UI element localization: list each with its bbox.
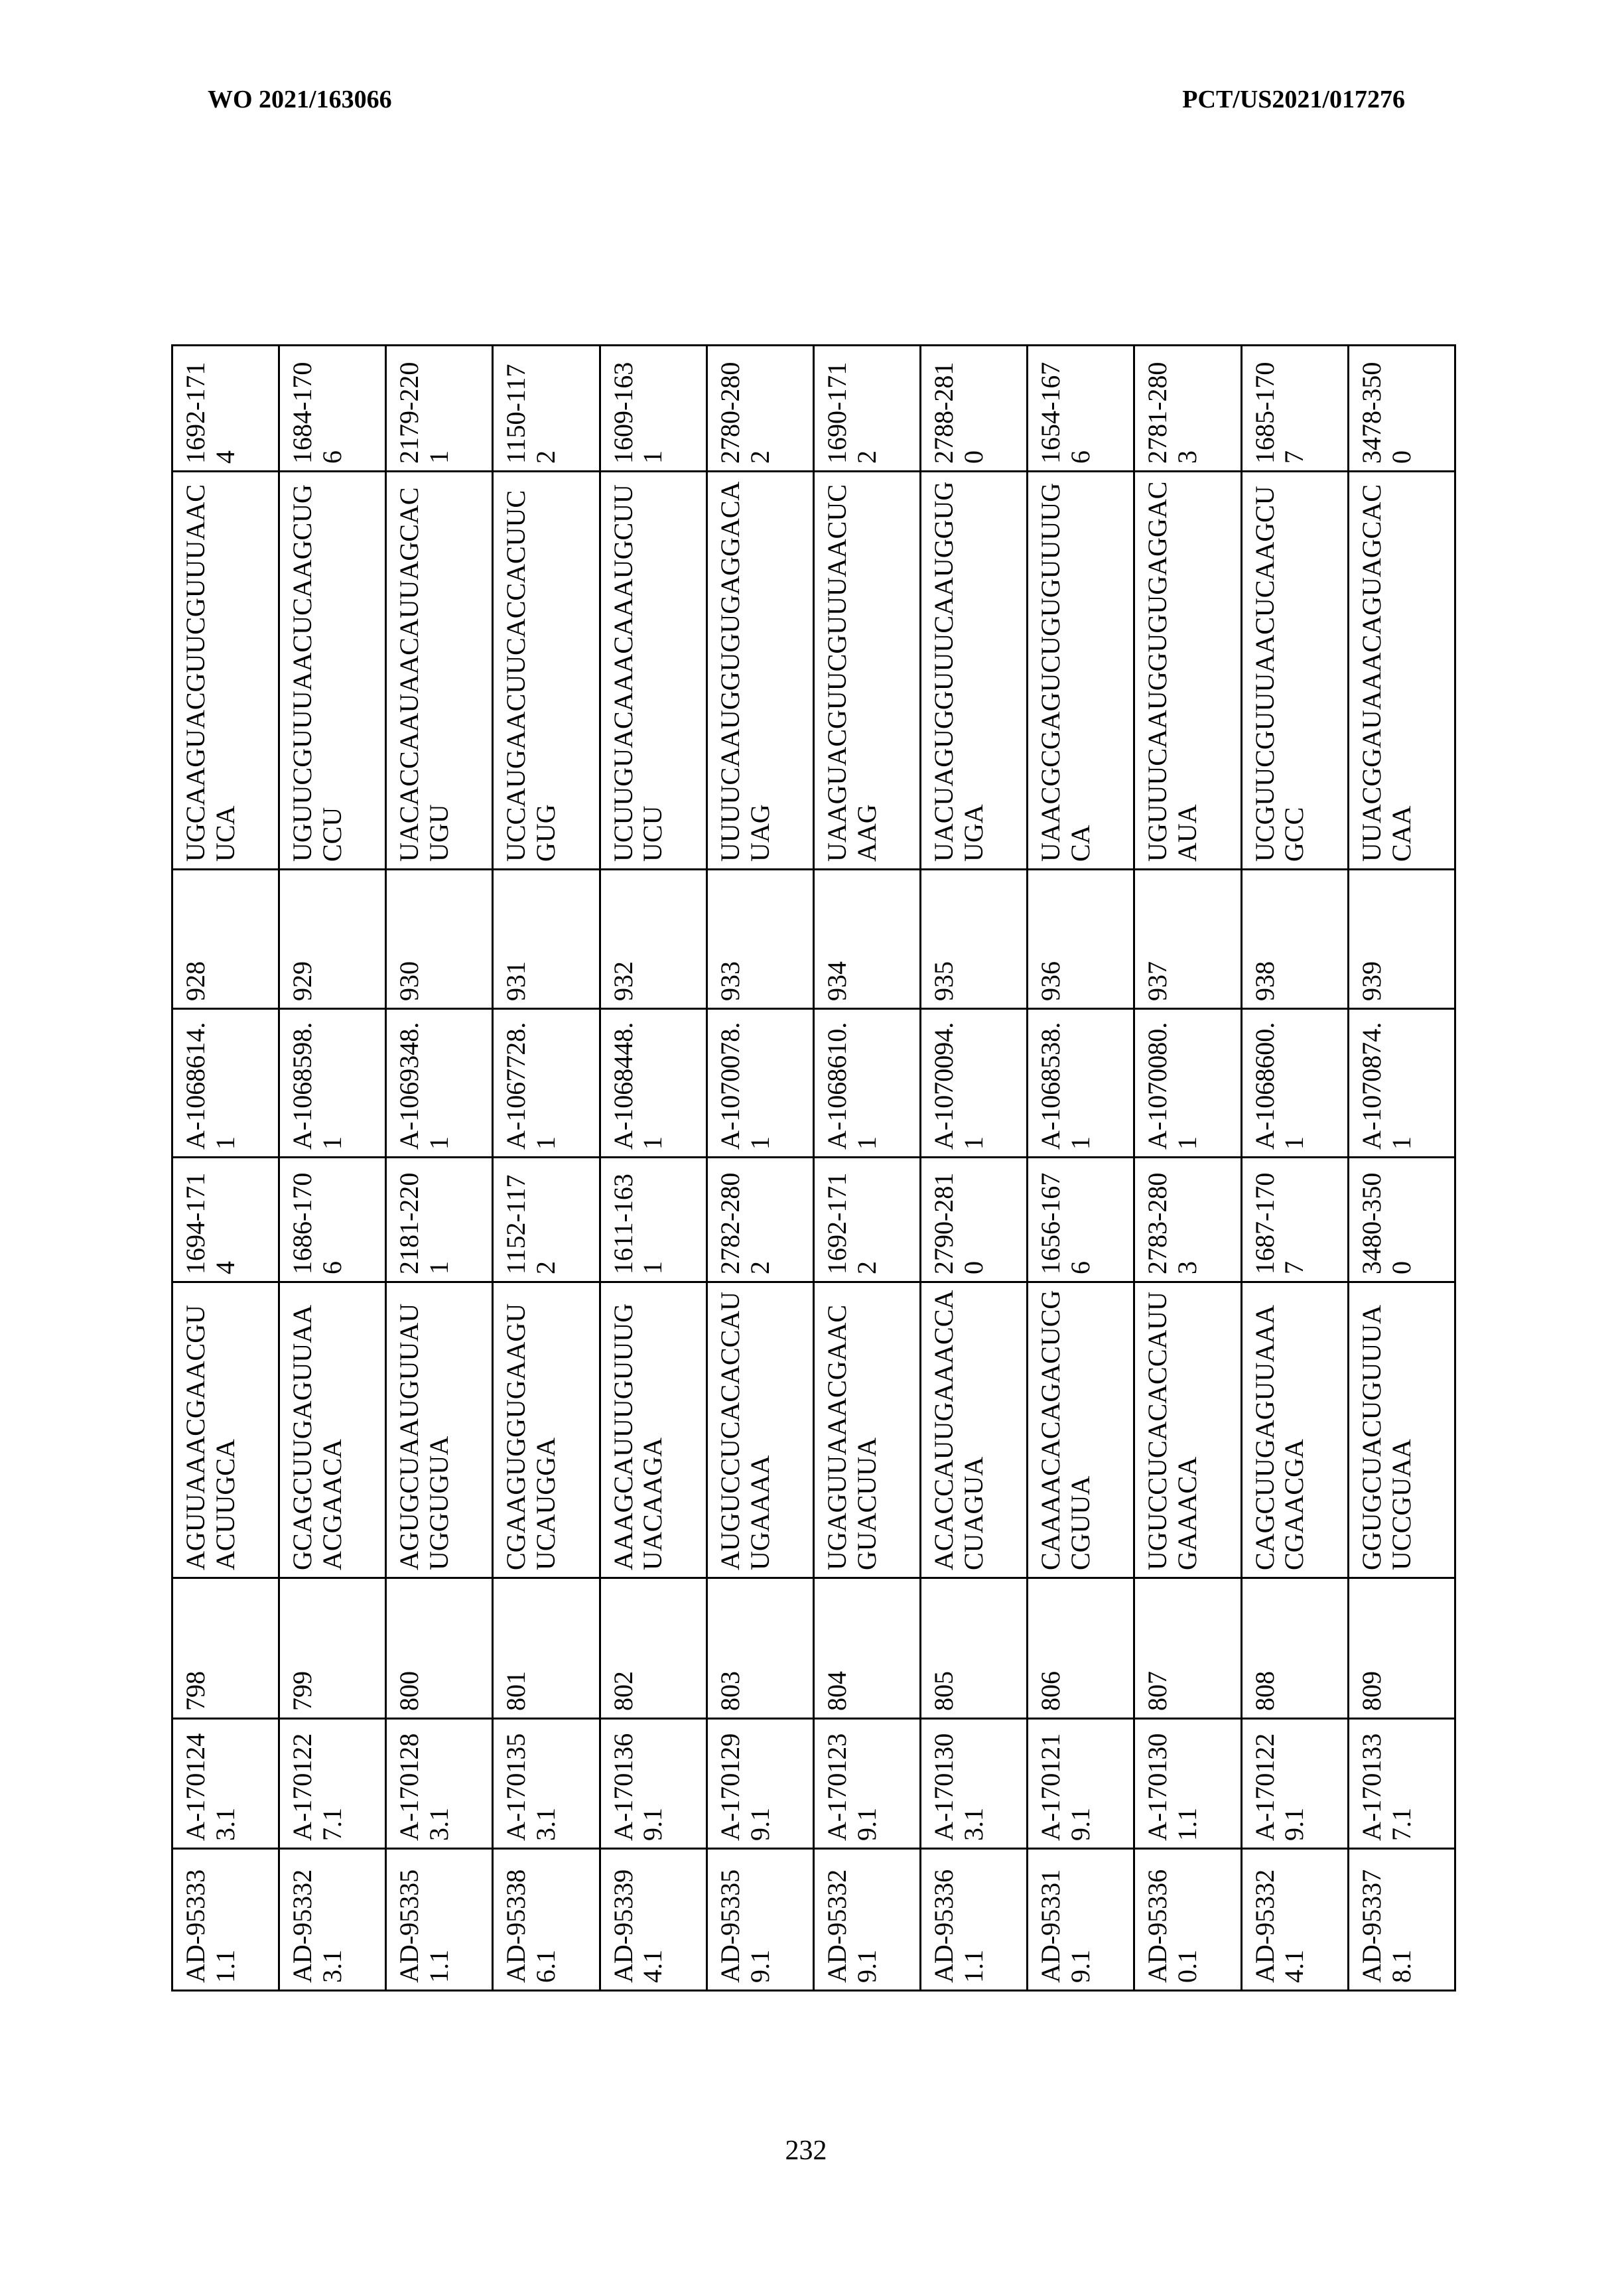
sense-range-cell: 1656-1676 xyxy=(1028,1158,1134,1282)
sense-oligo-id-cell: A-1701303.1 xyxy=(921,1719,1028,1849)
antisense-range-cell: 1690-1712 xyxy=(813,346,920,472)
sense-range-cell: 2790-2810 xyxy=(921,1158,1028,1282)
sense-seq-id-cell: 802 xyxy=(600,1578,706,1719)
antisense-oligo-id-cell: A-1070080.1 xyxy=(1134,1009,1241,1158)
sense-sequence-cell: GCAGCUUGAGUUAAACGAACA xyxy=(279,1282,386,1578)
sense-seq-id-cell: 808 xyxy=(1241,1578,1348,1719)
sense-seq-id-cell: 807 xyxy=(1134,1578,1241,1719)
sense-seq-id-cell: 800 xyxy=(386,1578,493,1719)
sense-range-cell: 1687-1707 xyxy=(1241,1158,1348,1282)
antisense-oligo-id-cell: A-1068538.1 xyxy=(1028,1009,1134,1158)
sense-seq-id-cell: 804 xyxy=(813,1578,920,1719)
antisense-oligo-id-cell: A-1068448.1 xyxy=(600,1009,706,1158)
table-row xyxy=(172,346,279,1991)
antisense-oligo-id-cell: A-1068610.1 xyxy=(813,1009,920,1158)
table-row xyxy=(1134,346,1241,1991)
sense-seq-id-cell: 798 xyxy=(172,1578,279,1719)
antisense-seq-id-cell: 931 xyxy=(493,870,600,1009)
antisense-range-cell: 2780-2802 xyxy=(706,346,813,472)
duplex-id-cell: AD-953324.1 xyxy=(1241,1849,1348,1991)
sense-oligo-id-cell: A-1701283.1 xyxy=(386,1719,493,1849)
antisense-range-cell: 1692-1714 xyxy=(172,346,279,472)
antisense-seq-id-cell: 935 xyxy=(921,870,1028,1009)
antisense-sequence-cell: UGCAAGUACGUUCGUUUAACUCA xyxy=(172,472,279,870)
sense-range-cell: 1694-1714 xyxy=(172,1158,279,1282)
sense-sequence-cell: AUGUCCUCACACCAUUGAAAA xyxy=(706,1282,813,1578)
table-row xyxy=(1241,346,1348,1991)
sense-seq-id-cell: 809 xyxy=(1348,1578,1455,1719)
table-row xyxy=(493,346,600,1991)
duplex-id-cell: AD-953361.1 xyxy=(921,1849,1028,1991)
sense-sequence-cell: UGAGUUAAACGAACGUACUUA xyxy=(813,1282,920,1578)
duplex-id-cell: AD-953331.1 xyxy=(172,1849,279,1991)
sense-seq-id-cell: 805 xyxy=(921,1578,1028,1719)
duplex-id-cell: AD-953323.1 xyxy=(279,1849,386,1991)
antisense-sequence-cell: UCCAUGAACUUCACCACUUCGUG xyxy=(493,472,600,870)
sense-oligo-id-cell: A-1701227.1 xyxy=(279,1719,386,1849)
antisense-range-cell: 3478-3500 xyxy=(1348,346,1455,472)
antisense-oligo-id-cell: A-1068614.1 xyxy=(172,1009,279,1158)
antisense-oligo-id-cell: A-1070874.1 xyxy=(1348,1009,1455,1158)
application-number: PCT/US2021/017276 xyxy=(1182,86,1405,113)
antisense-sequence-cell: UGUUUCAAUGGUGUGAGGACAUA xyxy=(1134,472,1241,870)
sense-sequence-cell: CGAAGUGGUGAAGUUCAUGGA xyxy=(493,1282,600,1578)
sense-seq-id-cell: 803 xyxy=(706,1578,813,1719)
sense-range-cell: 2782-2802 xyxy=(706,1158,813,1282)
antisense-seq-id-cell: 932 xyxy=(600,870,706,1009)
antisense-seq-id-cell: 934 xyxy=(813,870,920,1009)
sense-range-cell: 1152-1172 xyxy=(493,1158,600,1282)
duplex-id-cell: AD-953351.1 xyxy=(386,1849,493,1991)
antisense-range-cell: 2788-2810 xyxy=(921,346,1028,472)
antisense-seq-id-cell: 933 xyxy=(706,870,813,1009)
sense-sequence-cell: GGUGCUACUGUUUAUCCGUAA xyxy=(1348,1282,1455,1578)
sense-range-cell: 2783-2803 xyxy=(1134,1158,1241,1282)
sense-oligo-id-cell: A-1701301.1 xyxy=(1134,1719,1241,1849)
antisense-oligo-id-cell: A-1067728.1 xyxy=(493,1009,600,1158)
sense-range-cell: 1692-1712 xyxy=(813,1158,920,1282)
table-row xyxy=(1028,346,1134,1991)
table-row xyxy=(386,346,493,1991)
duplex-id-cell: AD-953319.1 xyxy=(1028,1849,1134,1991)
antisense-sequence-cell: UCGUUCGUUUAACUCAAGCUGCC xyxy=(1241,472,1348,870)
antisense-range-cell: 2179-2201 xyxy=(386,346,493,472)
sense-sequence-cell: CAGCUUGAGUUAAACGAACGA xyxy=(1241,1282,1348,1578)
sense-seq-id-cell: 799 xyxy=(279,1578,386,1719)
duplex-id-cell: AD-953359.1 xyxy=(706,1849,813,1991)
table-row xyxy=(1348,346,1455,1991)
sense-sequence-cell: CAAAACACAGACUCGCGUUA xyxy=(1028,1282,1134,1578)
sense-sequence-cell: ACACCAUUGAAACCACUAGUA xyxy=(921,1282,1028,1578)
antisense-seq-id-cell: 929 xyxy=(279,870,386,1009)
antisense-seq-id-cell: 939 xyxy=(1348,870,1455,1009)
sense-range-cell: 3480-3500 xyxy=(1348,1158,1455,1282)
sense-sequence-cell: AGUUAAACGAACGUACUUGCA xyxy=(172,1282,279,1578)
antisense-sequence-cell: UACACCAAUAACAUUAGCACUGU xyxy=(386,472,493,870)
antisense-seq-id-cell: 930 xyxy=(386,870,493,1009)
sense-oligo-id-cell: A-1701369.1 xyxy=(600,1719,706,1849)
duplex-id-cell: AD-953378.1 xyxy=(1348,1849,1455,1991)
duplex-id-cell: AD-953329.1 xyxy=(813,1849,920,1991)
sense-range-cell: 1611-1631 xyxy=(600,1158,706,1282)
antisense-range-cell: 2781-2803 xyxy=(1134,346,1241,472)
antisense-seq-id-cell: 928 xyxy=(172,870,279,1009)
antisense-sequence-cell: UACUAGUGGUUUCAAUGGUGUGA xyxy=(921,472,1028,870)
duplex-id-cell: AD-953386.1 xyxy=(493,1849,600,1991)
antisense-range-cell: 1685-1707 xyxy=(1241,346,1348,472)
antisense-range-cell: 1684-1706 xyxy=(279,346,386,472)
sense-seq-id-cell: 801 xyxy=(493,1578,600,1719)
sense-oligo-id-cell: A-1701219.1 xyxy=(1028,1719,1134,1849)
antisense-range-cell: 1654-1676 xyxy=(1028,346,1134,472)
sequence-table xyxy=(171,344,1456,1992)
sense-oligo-id-cell: A-1701239.1 xyxy=(813,1719,920,1849)
publication-number: WO 2021/163066 xyxy=(208,86,392,113)
sense-range-cell: 1686-1706 xyxy=(279,1158,386,1282)
table-row xyxy=(706,346,813,1991)
antisense-seq-id-cell: 938 xyxy=(1241,870,1348,1009)
sense-sequence-cell: AGUGCUAAUGUUAUUGGUGUA xyxy=(386,1282,493,1578)
table-row xyxy=(279,346,386,1991)
sense-oligo-id-cell: A-1701337.1 xyxy=(1348,1719,1455,1849)
antisense-seq-id-cell: 936 xyxy=(1028,870,1134,1009)
page-number: 232 xyxy=(785,2135,827,2166)
antisense-range-cell: 1609-1631 xyxy=(600,346,706,472)
antisense-oligo-id-cell: A-1070094.1 xyxy=(921,1009,1028,1158)
table-row xyxy=(600,346,706,1991)
sense-oligo-id-cell: A-1701243.1 xyxy=(172,1719,279,1849)
antisense-sequence-cell: UCUUGUACAAACAAAUGCUUUCU xyxy=(600,472,706,870)
antisense-sequence-cell: UUACGGAUAAACAGUAGCACCAA xyxy=(1348,472,1455,870)
table-row xyxy=(921,346,1028,1991)
sense-range-cell: 2181-2201 xyxy=(386,1158,493,1282)
antisense-oligo-id-cell: A-1070078.1 xyxy=(706,1009,813,1158)
antisense-oligo-id-cell: A-1068600.1 xyxy=(1241,1009,1348,1158)
antisense-oligo-id-cell: A-1068598.1 xyxy=(279,1009,386,1158)
sense-oligo-id-cell: A-1701353.1 xyxy=(493,1719,600,1849)
sense-sequence-cell: UGUCCUCACACCAUUGAAACA xyxy=(1134,1282,1241,1578)
antisense-sequence-cell: UAAGUACGUUCGUUUAACUCAAG xyxy=(813,472,920,870)
antisense-oligo-id-cell: A-1069348.1 xyxy=(386,1009,493,1158)
sense-sequence-cell: AAAGCAUUUGUUUGUACAAGA xyxy=(600,1282,706,1578)
antisense-sequence-cell: UAACGCGAGUCUGUGUUUUGCA xyxy=(1028,472,1134,870)
antisense-range-cell: 1150-1172 xyxy=(493,346,600,472)
sense-oligo-id-cell: A-1701229.1 xyxy=(1241,1719,1348,1849)
duplex-id-cell: AD-953360.1 xyxy=(1134,1849,1241,1991)
sequence-table-rotated xyxy=(171,346,1454,1992)
table-row xyxy=(813,346,920,1991)
antisense-seq-id-cell: 937 xyxy=(1134,870,1241,1009)
duplex-id-cell: AD-953394.1 xyxy=(600,1849,706,1991)
sense-seq-id-cell: 806 xyxy=(1028,1578,1134,1719)
antisense-sequence-cell: UGUUCGUUUAACUCAAGCUGCCU xyxy=(279,472,386,870)
antisense-sequence-cell: UUUUCAAUGGUGUGAGGACAUAG xyxy=(706,472,813,870)
sense-oligo-id-cell: A-1701299.1 xyxy=(706,1719,813,1849)
